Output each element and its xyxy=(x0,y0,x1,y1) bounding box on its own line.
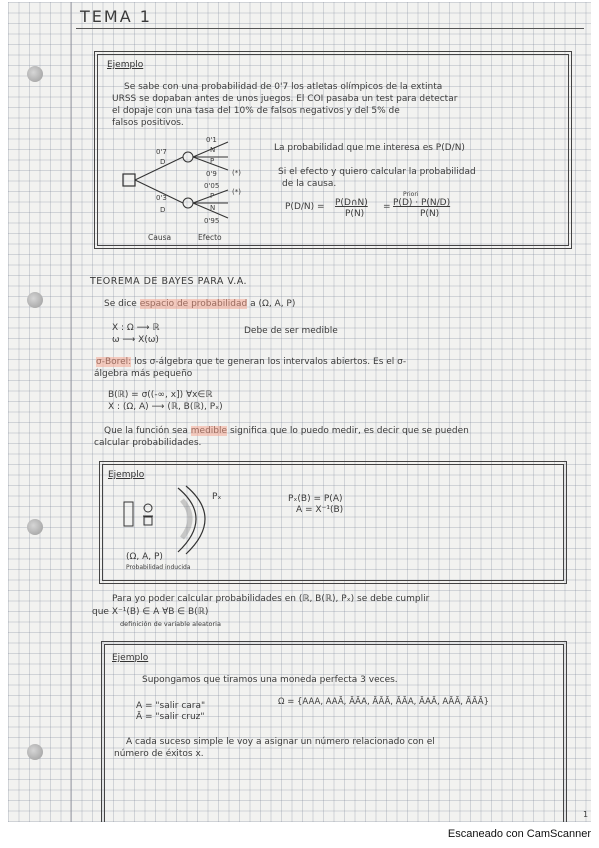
ex2-formula-1: Pₓ(B) = P(A) xyxy=(288,494,343,504)
tree-leaf: 0'05 xyxy=(204,182,220,190)
ex3-sample-space: Ω = {AAA, AAĀ, ĀĀA, ĀĀĀ, ĀĀA, ĀAĀ, AĀĀ, ĀĀĀ} xyxy=(278,697,490,707)
page-number: 1 xyxy=(583,810,589,819)
borel-highlight: σ-Borel: xyxy=(96,357,132,367)
tree-node-label: D xyxy=(160,158,166,166)
ex3-line-1: Supongamos que tiramos una moneda perfecta 3 veces. xyxy=(142,675,398,685)
borel-formula-2: X : (Ω, A) ⟶ (ℝ, B(ℝ), Pₓ) xyxy=(108,402,223,412)
map-note: Debe de ser medible xyxy=(244,326,338,336)
tree-leaf: N xyxy=(210,204,216,212)
real-line-arc xyxy=(178,488,196,552)
tree-branch-prob: 0'3 xyxy=(156,194,167,202)
measurable-diagram xyxy=(116,480,226,560)
binder-hole xyxy=(27,744,43,760)
ex1-line: Se sabe con una probabilidad de 0'7 los atletas olímpicos de la extinta xyxy=(124,82,443,92)
tree-node-bottom xyxy=(183,198,193,208)
bayes-eq: = xyxy=(383,202,391,212)
tree-leaf: 0'1 xyxy=(206,136,217,144)
tree-node-label: D xyxy=(160,206,166,214)
probability-tree xyxy=(118,130,268,245)
tree-leaf: 0'9 xyxy=(206,170,217,178)
bayes-den2: P(N) xyxy=(420,209,440,219)
example-box-3 xyxy=(104,644,564,822)
measurable-line-1 xyxy=(104,426,469,437)
borel-text: los σ-álgebra que te generan los intervalos abiertos. Es el σ- xyxy=(134,357,407,367)
borel-line-1 xyxy=(96,357,406,368)
ex3-line-4: número de éxitos x. xyxy=(114,749,204,759)
prob-space-highlight: espacio de probabilidad xyxy=(139,299,248,309)
ex1-line: el dopaje con una tasa del 10% de falsos negativos y del 5% de xyxy=(112,106,400,116)
title-underline xyxy=(76,28,584,29)
prob-space-text: Se dice xyxy=(104,299,137,309)
tree-node-top xyxy=(183,152,193,162)
ex1-right-line: de la causa. xyxy=(282,179,337,189)
bayes-num2: P(D) · P(N/D) xyxy=(393,198,451,208)
omega-triple: (Ω, A, P) xyxy=(126,552,163,562)
ex3-abar-def: Ā = "salir cruz" xyxy=(136,712,205,722)
page-title: TEMA 1 xyxy=(80,7,152,26)
after-line-2: que X⁻¹(B) ∈ A ∀B ∈ B(ℝ) xyxy=(92,607,209,617)
tree-cause-label: Causa xyxy=(148,233,172,242)
measurable-text-2: significa que lo puedo medir, es decir que se pueden xyxy=(229,426,469,436)
ex1-line: URSS se dopaban antes de unos juegos. El COI pasaba un test para detectar xyxy=(112,94,458,104)
example-label: Ejemplo xyxy=(108,470,145,480)
ex1-right-line: Si el efecto y quiero calcular la probabilidad xyxy=(278,167,476,177)
element-icon xyxy=(144,517,152,525)
borel-formula-1: B(ℝ) = σ((-∞, x]) ∀x∈ℝ xyxy=(108,390,213,400)
tree-mark: (*) xyxy=(232,169,241,177)
ex1-right-line: La probabilidad que me interesa es P(D/N) xyxy=(274,143,465,153)
prob-space-tuple: a (Ω, A, P) xyxy=(250,299,296,309)
ex3-line-3: A cada suceso simple le voy a asignar un número relacionado con el xyxy=(126,737,435,747)
ex2-formula-2: A = X⁻¹(B) xyxy=(296,505,344,515)
rv-definition-note: definición de variable aleatoria xyxy=(120,620,221,628)
tree-root xyxy=(123,174,135,186)
map-line-1: X : Ω ⟶ ℝ xyxy=(112,323,160,333)
tree-leaf: N xyxy=(210,146,216,154)
scanner-watermark: Escaneado con CamScanner xyxy=(447,828,591,840)
omega-set xyxy=(124,502,133,526)
after-line-1: Para yo poder calcular probabilidades en (ℝ, B(ℝ), Pₓ) se debe cumplir xyxy=(112,594,430,604)
tree-branch-prob: 0'7 xyxy=(156,148,167,156)
map-line-2: ω ⟶ X(ω) xyxy=(112,335,159,345)
example-label: Ejemplo xyxy=(107,60,144,70)
bayes-den1: P(N) xyxy=(345,209,365,219)
ex1-line: falsos positivos. xyxy=(112,118,184,128)
borel-set xyxy=(182,500,190,538)
notebook-page xyxy=(8,2,591,822)
measurable-text: Que la función sea xyxy=(104,426,188,436)
binder-hole xyxy=(27,292,43,308)
section-title: TEOREMA DE BAYES PARA V.A. xyxy=(90,276,248,287)
measurable-line-2: calcular probabilidades. xyxy=(94,438,202,448)
element-icon xyxy=(144,504,152,512)
measurable-highlight: medible xyxy=(190,426,228,436)
px-label: Pₓ xyxy=(212,492,222,502)
example-label: Ejemplo xyxy=(112,653,149,663)
tree-effect-label: Efecto xyxy=(198,233,222,242)
tree-mark: (*) xyxy=(232,188,241,196)
binder-hole xyxy=(27,519,43,535)
binder-hole xyxy=(27,66,43,82)
tree-leaf: 0'95 xyxy=(204,217,220,225)
tree-leaf: P xyxy=(210,192,215,200)
bayes-lhs: P(D/N) = xyxy=(285,202,325,212)
ex3-a-def: A = "salir cara" xyxy=(136,701,206,711)
margin-line xyxy=(70,2,72,822)
priori-label: Priori xyxy=(403,191,419,198)
tree-leaf: P xyxy=(210,157,215,165)
induced-prob-label: Probabilidad inducida xyxy=(126,564,191,571)
prob-space-line xyxy=(104,299,295,310)
borel-line-2: álgebra más pequeño xyxy=(94,369,193,379)
bayes-num1: P(D∩N) xyxy=(335,198,368,208)
